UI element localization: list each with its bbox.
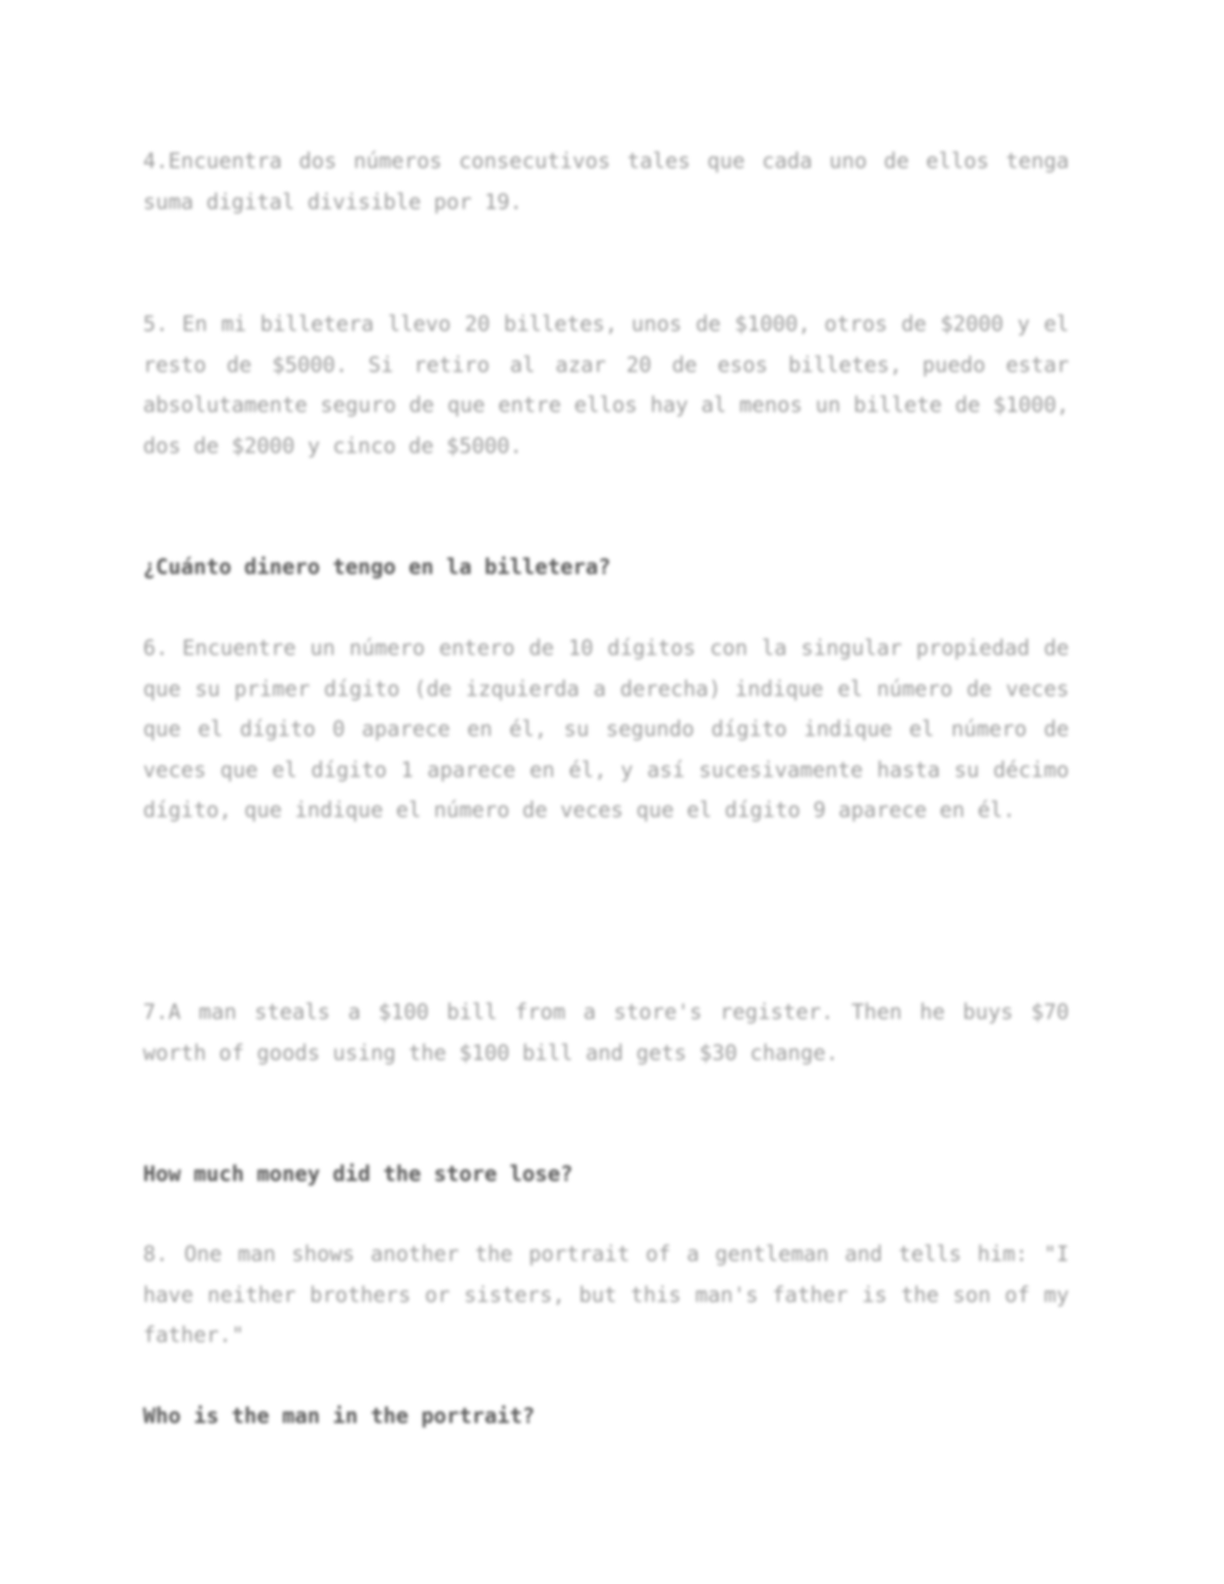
problem-6-text: 6. Encuentre un número entero de 10 dígitos con la singular propiedad de que su primer dígito (de izquierda a derecha) indique el número de veces que el dígito 0 aparece en él, su segundo dígito indique el número de veces que el dígito 1 aparece en él, y así sucesivamente hasta su décimo dígito, que indique el número de veces que el dígito 9 aparece en él. (143, 636, 1069, 822)
problem-8-question: Who is the man in the portrait? (143, 1404, 535, 1428)
problem-7-text: 7.A man steals a $100 bill from a store's register. Then he buys $70 worth of goods using the $100 bill and gets $30 change. (143, 1000, 1069, 1065)
problem-4-text: 4.Encuentra dos números consecutivos tales que cada uno de ellos tenga suma digital divisible por 19. (143, 149, 1069, 214)
problem-5-question: ¿Cuánto dinero tengo en la billetera? (143, 555, 611, 579)
problem-7-question: How much money did the store lose? (143, 1162, 573, 1186)
problem-8-text: 8. One man shows another the portrait of a gentleman and tells him: "I have neither brothers or sisters, but this man's father is the son of my father." (143, 1242, 1069, 1347)
problem-5-text: 5. En mi billetera llevo 20 billetes, unos de $1000, otros de $2000 y el resto de $5000. Si retiro al azar 20 de esos billetes, puedo estar absolutamente seguro de que entre ellos hay al menos un billete de $1000, dos de $2000 y cinco de $5000. (143, 312, 1069, 458)
